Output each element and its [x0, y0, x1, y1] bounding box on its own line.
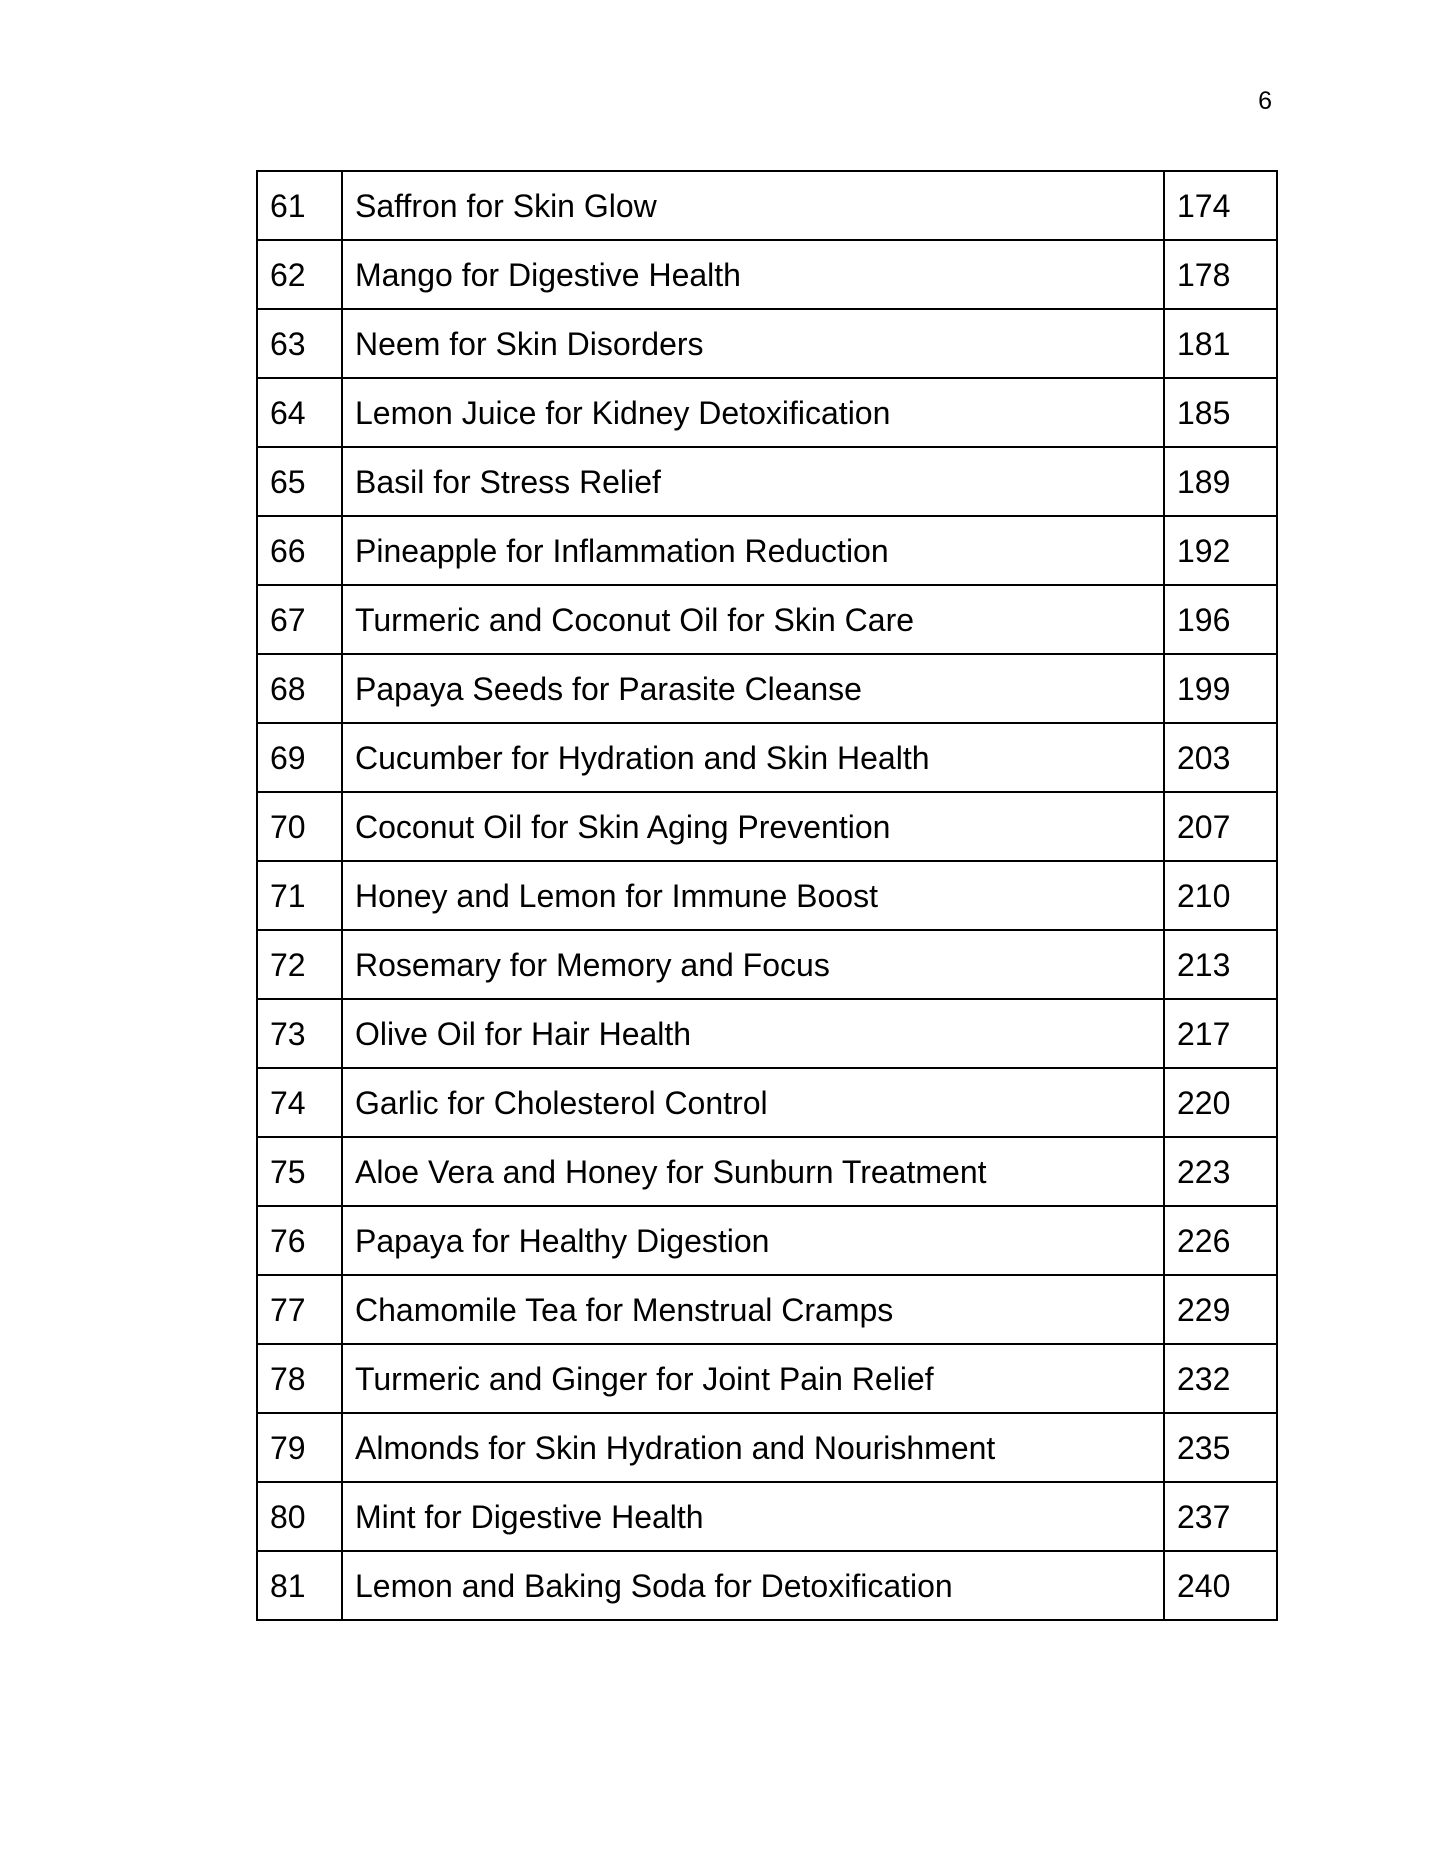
- chapter-number: 63: [257, 309, 342, 378]
- table-row: [257, 309, 1277, 378]
- table-row: [257, 378, 1277, 447]
- chapter-page: 203: [1164, 723, 1277, 792]
- chapter-title: Mango for Digestive Health: [342, 240, 1164, 309]
- table-row: [257, 1344, 1277, 1413]
- chapter-page: 185: [1164, 378, 1277, 447]
- table-row: [257, 654, 1277, 723]
- chapter-title: Neem for Skin Disorders: [342, 309, 1164, 378]
- chapter-number: 64: [257, 378, 342, 447]
- chapter-number: 79: [257, 1413, 342, 1482]
- chapter-title: Mint for Digestive Health: [342, 1482, 1164, 1551]
- chapter-number: 66: [257, 516, 342, 585]
- chapter-number: 73: [257, 999, 342, 1068]
- chapter-title: Cucumber for Hydration and Skin Health: [342, 723, 1164, 792]
- chapter-page: 210: [1164, 861, 1277, 930]
- chapter-page: 240: [1164, 1551, 1277, 1620]
- chapter-number: 77: [257, 1275, 342, 1344]
- table-row: [257, 1551, 1277, 1620]
- chapter-title: Coconut Oil for Skin Aging Prevention: [342, 792, 1164, 861]
- chapter-page: 235: [1164, 1413, 1277, 1482]
- table-row: [257, 792, 1277, 861]
- chapter-number: 80: [257, 1482, 342, 1551]
- chapter-title: Pineapple for Inflammation Reduction: [342, 516, 1164, 585]
- chapter-page: 232: [1164, 1344, 1277, 1413]
- chapter-title: Turmeric and Ginger for Joint Pain Relief: [342, 1344, 1164, 1413]
- table-row: [257, 585, 1277, 654]
- table-row: [257, 1137, 1277, 1206]
- chapter-page: 223: [1164, 1137, 1277, 1206]
- chapter-title: Turmeric and Coconut Oil for Skin Care: [342, 585, 1164, 654]
- chapter-title: Lemon Juice for Kidney Detoxification: [342, 378, 1164, 447]
- table-row: [257, 1206, 1277, 1275]
- chapter-page: 192: [1164, 516, 1277, 585]
- chapter-number: 68: [257, 654, 342, 723]
- chapter-page: 213: [1164, 930, 1277, 999]
- chapter-page: 181: [1164, 309, 1277, 378]
- chapter-title: Lemon and Baking Soda for Detoxification: [342, 1551, 1164, 1620]
- chapter-title: Olive Oil for Hair Health: [342, 999, 1164, 1068]
- chapter-number: 78: [257, 1344, 342, 1413]
- chapter-title: Garlic for Cholesterol Control: [342, 1068, 1164, 1137]
- table-row: [257, 1275, 1277, 1344]
- table-row: [257, 447, 1277, 516]
- chapter-title: Chamomile Tea for Menstrual Cramps: [342, 1275, 1164, 1344]
- chapter-page: 237: [1164, 1482, 1277, 1551]
- chapter-title: Papaya for Healthy Digestion: [342, 1206, 1164, 1275]
- chapter-number: 74: [257, 1068, 342, 1137]
- chapter-number: 65: [257, 447, 342, 516]
- toc-body: [257, 171, 1277, 1620]
- chapter-page: 229: [1164, 1275, 1277, 1344]
- chapter-number: 71: [257, 861, 342, 930]
- chapter-number: 70: [257, 792, 342, 861]
- chapter-title: Honey and Lemon for Immune Boost: [342, 861, 1164, 930]
- chapter-number: 75: [257, 1137, 342, 1206]
- chapter-number: 72: [257, 930, 342, 999]
- chapter-title: Basil for Stress Relief: [342, 447, 1164, 516]
- chapter-page: 220: [1164, 1068, 1277, 1137]
- chapter-page: 189: [1164, 447, 1277, 516]
- table-row: [257, 999, 1277, 1068]
- table-row: [257, 240, 1277, 309]
- chapter-page: 207: [1164, 792, 1277, 861]
- table-row: [257, 930, 1277, 999]
- chapter-number: 76: [257, 1206, 342, 1275]
- chapter-page: 226: [1164, 1206, 1277, 1275]
- table-row: [257, 1413, 1277, 1482]
- chapter-title: Saffron for Skin Glow: [342, 171, 1164, 240]
- table-row: [257, 171, 1277, 240]
- chapter-page: 199: [1164, 654, 1277, 723]
- table-row: [257, 723, 1277, 792]
- table-of-contents: [256, 170, 1278, 1621]
- chapter-number: 62: [257, 240, 342, 309]
- page-number: 6: [1258, 87, 1272, 115]
- table-row: [257, 861, 1277, 930]
- chapter-number: 61: [257, 171, 342, 240]
- chapter-number: 67: [257, 585, 342, 654]
- chapter-page: 196: [1164, 585, 1277, 654]
- chapter-title: Papaya Seeds for Parasite Cleanse: [342, 654, 1164, 723]
- chapter-page: 174: [1164, 171, 1277, 240]
- chapter-page: 217: [1164, 999, 1277, 1068]
- table-row: [257, 1068, 1277, 1137]
- chapter-title: Aloe Vera and Honey for Sunburn Treatment: [342, 1137, 1164, 1206]
- chapter-title: Rosemary for Memory and Focus: [342, 930, 1164, 999]
- table-row: [257, 1482, 1277, 1551]
- table-row: [257, 516, 1277, 585]
- chapter-page: 178: [1164, 240, 1277, 309]
- chapter-number: 69: [257, 723, 342, 792]
- chapter-number: 81: [257, 1551, 342, 1620]
- chapter-title: Almonds for Skin Hydration and Nourishment: [342, 1413, 1164, 1482]
